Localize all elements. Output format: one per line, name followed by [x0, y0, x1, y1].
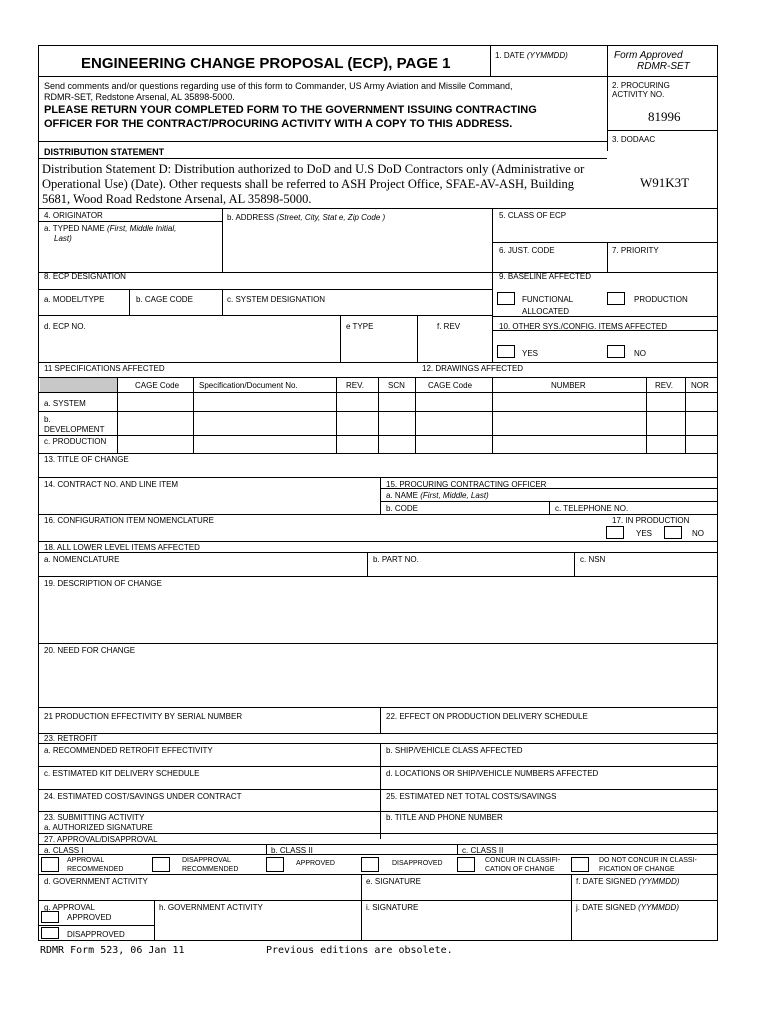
- class2b-approved-label: APPROVED: [296, 860, 335, 867]
- net-cost-label: 25. ESTIMATED NET TOTAL COSTS/SAVINGS: [386, 792, 557, 801]
- retrofit-a-label: a. RECOMMENDED RETROFIT EFFECTIVITY: [44, 746, 213, 755]
- rdmr-set: RDMR-SET: [637, 61, 690, 72]
- instructions-line2: RDMR-SET, Redstone Arsenal, AL 35898-5000.: [44, 92, 235, 102]
- title-phone-label: b. TITLE AND PHONE NUMBER: [386, 813, 503, 822]
- g-approval-label: g. APPROVAL: [44, 903, 95, 912]
- not-concur-label2: FICATION OF CHANGE: [599, 866, 675, 873]
- other-sys-yes-label: YES: [522, 349, 539, 358]
- other-sys-no-checkbox[interactable]: [607, 345, 625, 358]
- not-concur-checkbox[interactable]: [571, 857, 589, 872]
- disapproval-recommended-checkbox[interactable]: [152, 857, 170, 872]
- other-sys-yes-checkbox[interactable]: [497, 345, 515, 358]
- authorized-signature-label: a. AUTHORIZED SIGNATURE: [44, 823, 153, 832]
- procuring-label2: ACTIVITY NO.: [612, 90, 665, 99]
- pco-name-label: a. NAME (First, Middle, Last): [386, 491, 489, 500]
- g-approved-label: APPROVED: [67, 913, 112, 922]
- page-title: ENGINEERING CHANGE PROPOSAL (ECP), PAGE 1: [81, 55, 451, 72]
- approval-recommended-label1: APPROVAL: [67, 857, 105, 864]
- e-type-label: e TYPE: [346, 322, 374, 331]
- nomenclature-label: a. NOMENCLATURE: [44, 555, 120, 564]
- drawings-label: 12. DRAWINGS AFFECTED: [422, 364, 524, 373]
- date-signed-f-label: f. DATE SIGNED (YYMMDD): [576, 877, 680, 886]
- in-production-yes-label: YES: [636, 529, 653, 538]
- specs-row-b: b.: [44, 415, 51, 424]
- retrofit-b-label: b. SHIP/VEHICLE CLASS AFFECTED: [386, 746, 523, 755]
- effect-delivery-label: 22. EFFECT ON PRODUCTION DELIVERY SCHEDULE: [386, 712, 588, 721]
- signature-i-label: i. SIGNATURE: [366, 903, 419, 912]
- class2c-label: c. CLASS II: [462, 846, 504, 855]
- part-no-label: b. PART NO.: [373, 555, 419, 564]
- distribution-line3: 5681, Wood Road Redstone Arsenal, AL 35898-5000.: [42, 192, 312, 206]
- baseline-label: 9. BASELINE AFFECTED: [499, 272, 592, 281]
- lower-items-label: 18. ALL LOWER LEVEL ITEMS AFFECTED: [44, 543, 200, 552]
- submitting-label: 23. SUBMITTING ACTIVITY: [44, 813, 145, 822]
- just-code-label: 6. JUST. CODE: [499, 246, 555, 255]
- cage-code-label: b. CAGE CODE: [136, 295, 193, 304]
- nsn-label: c. NSN: [580, 555, 606, 564]
- instructions-line1: Send comments and/or questions regarding use of this form to Commander, US Army Aviation and Missile Command,: [44, 81, 513, 91]
- obsolete-note: Previous editions are obsolete.: [266, 945, 453, 956]
- retrofit-label: 23. RETROFIT: [44, 734, 98, 743]
- class2b-approved-checkbox[interactable]: [266, 857, 284, 872]
- address-label: b. ADDRESS (Street, City, Stat e, Zip Code ): [227, 213, 386, 222]
- date-label: 1. DATE (YYMMDD): [495, 51, 568, 60]
- priority-label: 7. PRIORITY: [612, 246, 659, 255]
- approval-label: 27. APPROVAL/DISAPPROVAL: [44, 835, 158, 844]
- distribution-label: DISTRIBUTION STATEMENT: [44, 147, 165, 157]
- not-concur-label1: DO NOT CONCUR IN CLASSI-: [599, 857, 697, 864]
- disapproval-recommended-label1: DISAPPROVAL: [182, 857, 231, 864]
- ecp-no-label: d. ECP NO.: [44, 322, 86, 331]
- dodaac-label: 3. DODAAC: [612, 135, 656, 144]
- cost-contract-label: 24. ESTIMATED COST/SAVINGS UNDER CONTRACT: [44, 792, 242, 801]
- drawings-cage-header: CAGE Code: [428, 381, 473, 390]
- g-disapproved-checkbox[interactable]: [41, 927, 59, 939]
- gov-activity-h-label: h. GOVERNMENT ACTIVITY: [159, 903, 263, 912]
- pco-phone-label: c. TELEPHONE NO.: [555, 504, 629, 513]
- specs-rev-header: REV.: [346, 381, 364, 390]
- in-production-no-checkbox[interactable]: [664, 526, 682, 539]
- model-type-label: a. MODEL/TYPE: [44, 295, 105, 304]
- procuring-value[interactable]: 81996: [648, 109, 681, 124]
- system-designation-label: c. SYSTEM DESIGNATION: [227, 295, 326, 304]
- class2b-label: b. CLASS II: [271, 846, 313, 855]
- other-sys-no-label: NO: [634, 349, 646, 358]
- specs-doc-header: Specification/Document No.: [199, 381, 298, 390]
- in-production-label: 17. IN PRODUCTION: [612, 516, 690, 525]
- gov-activity-d-label: d. GOVERNMENT ACTIVITY: [44, 877, 148, 886]
- other-sys-label: 10. OTHER SYS./CONFIG. ITEMS AFFECTED: [499, 322, 668, 331]
- g-approved-checkbox[interactable]: [41, 911, 59, 923]
- disapproval-recommended-label2: RECOMMENDED: [182, 866, 239, 873]
- functional-checkbox[interactable]: [497, 292, 515, 305]
- retrofit-c-label: c. ESTIMATED KIT DELIVERY SCHEDULE: [44, 769, 200, 778]
- title-change-label: 13. TITLE OF CHANGE: [44, 455, 129, 464]
- distribution-line2: Operational Use) (Date). Other requests shall be referred to ASH Project Office, SFAE-AV-ASH, Building: [42, 177, 575, 191]
- g-disapproved-label: DISAPPROVED: [67, 930, 125, 939]
- typed-name-label: a. TYPED NAME (First, Middle Initial,: [44, 224, 177, 233]
- approval-recommended-label2: RECOMMENDED: [67, 866, 124, 873]
- need-label: 20. NEED FOR CHANGE: [44, 646, 136, 655]
- concur-checkbox[interactable]: [457, 857, 475, 872]
- description-label: 19. DESCRIPTION OF CHANGE: [44, 579, 162, 588]
- drawings-rev-header: REV.: [655, 381, 673, 390]
- instructions-line4: OFFICER FOR THE CONTRACT/PROCURING ACTIVITY WITH A COPY TO THIS ADDRESS.: [44, 118, 513, 130]
- functional-label: FUNCTIONAL: [522, 295, 574, 304]
- signature-e-label: e. SIGNATURE: [366, 877, 421, 886]
- specs-label: 11 SPECIFICATIONS AFFECTED: [44, 364, 165, 373]
- production-label: PRODUCTION: [634, 295, 688, 304]
- ecp-form: [38, 45, 718, 941]
- production-checkbox[interactable]: [607, 292, 625, 305]
- specs-row-production: c. PRODUCTION: [44, 437, 107, 446]
- date-signed-j-label: j. DATE SIGNED (YYMMDD): [576, 903, 679, 912]
- specs-cage-header: CAGE Code: [135, 381, 180, 390]
- in-production-yes-checkbox[interactable]: [606, 526, 624, 539]
- specs-row-system: a. SYSTEM: [44, 399, 86, 408]
- concur-label1: CONCUR IN CLASSIFI-: [485, 857, 561, 864]
- typed-name-hint: Last): [54, 234, 72, 243]
- effectivity-label: 21 PRODUCTION EFFECTIVITY BY SERIAL NUMBER: [44, 712, 243, 721]
- specs-scn-header: SCN: [388, 381, 405, 390]
- f-rev-label: f. REV: [437, 322, 461, 331]
- instructions-line3: PLEASE RETURN YOUR COMPLETED FORM TO THE GOVERNMENT ISSUING CONTRACTING: [44, 104, 537, 116]
- class1-label: a. CLASS I: [44, 846, 84, 855]
- dodaac-value[interactable]: W91K3T: [640, 175, 690, 190]
- pco-label: 15. PROCURING CONTRACTING OFFICER: [386, 480, 547, 489]
- drawings-number-header: NUMBER: [551, 381, 586, 390]
- class-ecp-label: 5. CLASS OF ECP: [499, 211, 567, 220]
- ecp-designation-label: 8. ECP DESIGNATION: [44, 272, 126, 281]
- form-id: RDMR Form 523, 06 Jan 11: [40, 945, 185, 956]
- procuring-label1: 2. PROCURING: [612, 81, 670, 90]
- contract-no-label: 14. CONTRACT NO. AND LINE ITEM: [44, 480, 179, 489]
- in-production-no-label: NO: [692, 529, 704, 538]
- drawings-nor-header: NOR: [691, 381, 709, 390]
- originator-label: 4. ORIGINATOR: [44, 211, 103, 220]
- form-approved: Form Approved: [614, 50, 683, 61]
- retrofit-d-label: d. LOCATIONS OR SHIP/VEHICLE NUMBERS AFFECTED: [386, 769, 599, 778]
- specs-row-development: DEVELOPMENT: [44, 425, 105, 434]
- config-item-label: 16. CONFIGURATION ITEM NOMENCLATURE: [44, 516, 214, 525]
- approval-recommended-checkbox[interactable]: [41, 857, 59, 872]
- shaded-header-cell: [40, 378, 117, 392]
- class2b-disapproved-checkbox[interactable]: [361, 857, 379, 872]
- class2b-disapproved-label: DISAPPROVED: [392, 860, 443, 867]
- concur-label2: CATION OF CHANGE: [485, 866, 555, 873]
- pco-code-label: b. CODE: [386, 504, 419, 513]
- allocated-label: ALLOCATED: [522, 307, 569, 316]
- distribution-line1: Distribution Statement D: Distribution authorized to DoD and U.S DoD Contractors only (Administrative or: [42, 162, 585, 176]
